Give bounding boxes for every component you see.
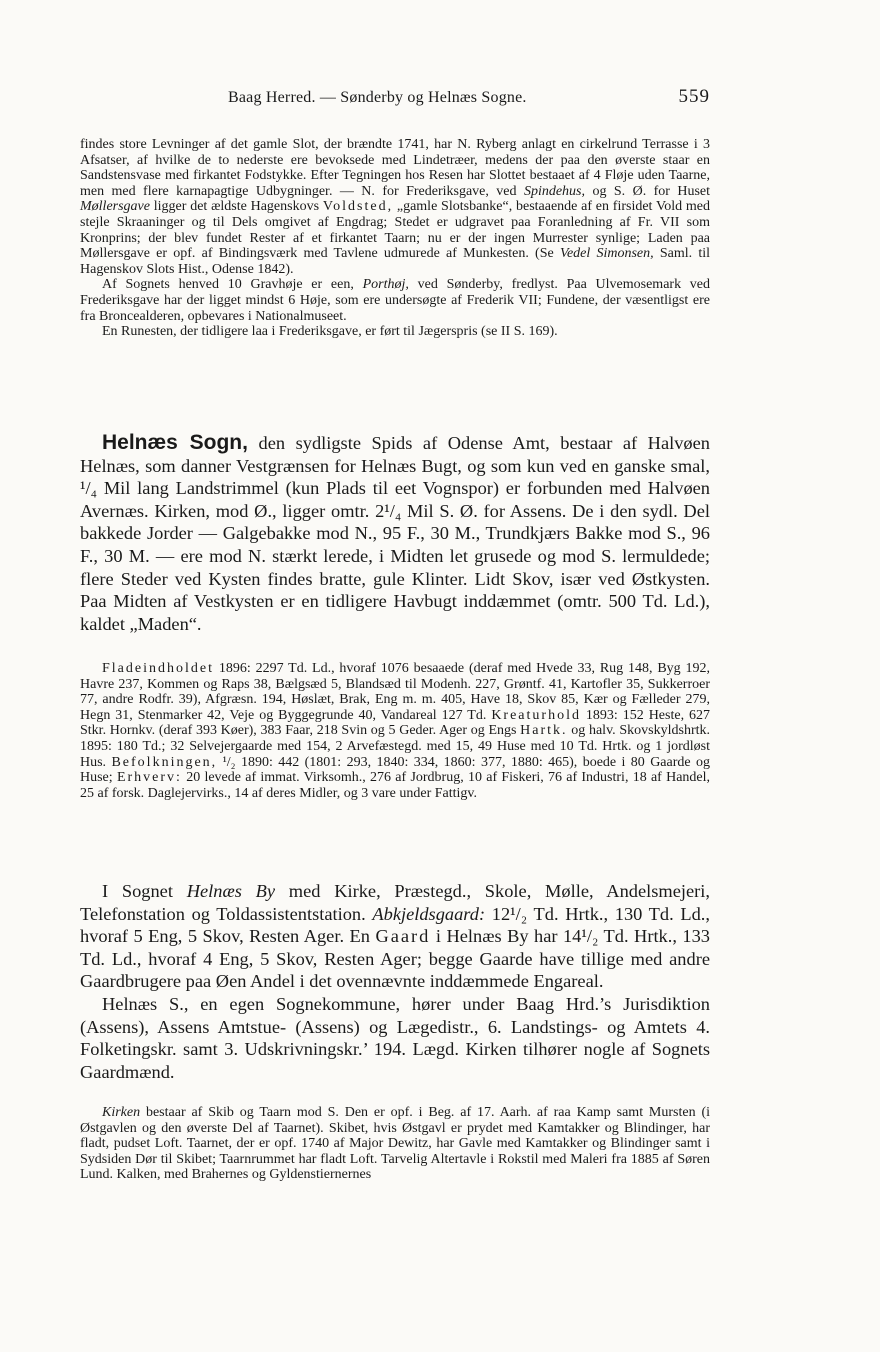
church-section	[80, 1105, 710, 1183]
statistics-section	[80, 661, 710, 801]
text-run: I Sognet	[102, 881, 173, 901]
helnaes-sogn-section	[80, 432, 710, 635]
text-run: 1893: 152 Heste, 627 Stkr. Hornkv. (deraf 393 Køer), 383 Faar, 218 Svin og 5 Geder. Ager og Engs	[80, 707, 711, 739]
italic-author: Vedel Simonsen,	[559, 246, 654, 262]
text-run: ligger det ældste Hagenskovs	[153, 199, 320, 215]
continued-section	[80, 137, 710, 340]
spaced-term: Kreaturhold	[491, 707, 581, 723]
italic-term: Kirken	[102, 1105, 141, 1120]
text-run: og S. Ø. for Huset	[592, 183, 711, 199]
paragraph-runestone: En Runesten, der tidligere laa i Frederiksgave, er ført til Jægerspris (se II S. 169).	[102, 324, 558, 340]
text-run: 20 levede af immat. Virksomh., 276 af Jordbrug, 10 af Fiskeri, 76 af Industri, 18 af Handel, 25 af forsk. Daglejervirks., 14 af deres Midler, og 3 vare under Fattigv.	[80, 770, 711, 801]
settlements-section	[80, 880, 710, 1083]
text-run: 1896: 2297 Td. Ld., hvoraf 1076 besaaede (deraf med Hvede 33, Rug 148, Byg 192, Havre 237, Kommen og Raps 38, Bælgsæd 5, Blandsæd til Modenh. 227, Grøntf. 41, Kartofler 35, Sukkerroer 77, andre Rodfr. 39), Afgræsn. 194, Høslæt, Brak, Eng m. m. 405, Have 18, Skov 85, Kær og Fælleder 279, Hegn 31, Stenmarker 42, Veje og Byggegrunde 40, Vandareal 127 Td.	[80, 661, 711, 723]
running-title: Baag Herred. — Sønderby og Helnæs Sogne.	[228, 89, 527, 106]
spaced-term: Gaard	[375, 926, 431, 947]
paragraph-jurisdiction: Helnæs S., en egen Sognekommune, hører under Baag Hrd.’s Jurisdiktion (Assens), Assens Amtstue- (Assens) og Lægedistr., 6. Landstings- og Amtets 4. Folketingskr. samt 3. Udskrivningskr.’ 194. Lægd. Kirken tilhører nogle af Sognets Gaardmænd.	[80, 993, 710, 1082]
spaced-term: Voldsted,	[322, 199, 394, 215]
page-header	[80, 86, 710, 115]
text-run: bestaar af Skib og Taarn mod S. Den er opf. i Beg. af 17. Aarh. af raa Kamp samt Mursten (i Østgavlen og den øverste Del af Taarnet). Skibet, hvis Østgavl er prydet med Kamtakker og Blindinger, har fladt, pudset Loft. Taarnet, der er opf. 1740 af Major Dewitz, har Gavle med Kamtakker og Blindinger samt i Sydsiden Dør til Skibet; Taarnrummet har fladt Loft. Tarvelig Altertavle i Rokstil med Maleri fra 1885 af Søren Lund. Kalken, med Brahernes og Gyldenstiernernes	[80, 1105, 711, 1183]
page-number: 559	[678, 86, 710, 107]
text-run: ved Sønderby, fredlyst. Paa Ulvemosemark ved Frederiksgave har der ligget mindst 6 Høje, som ere undersøgte af Frederik VII; Fundene, der væsentligst ere fra Broncealderen, opbevares i Nationalmuseet.	[80, 277, 711, 324]
text-run: og halv. Skovskyldshrtk. 1895: 180 Td.; 32 Selvejergaarde med 154, 2 Arvefæstegd. med 15, 49 Huse med 10 Td. Hrtk. og 1 jordløst Hus.	[80, 723, 710, 770]
spaced-term: Befolkningen,	[111, 754, 218, 770]
spaced-term: Fladeindholdet	[102, 661, 214, 676]
italic-place-name: Møllersgave	[80, 199, 150, 215]
section-heading: Helnæs Sogn,	[102, 431, 248, 454]
spaced-term: Hartk.	[520, 723, 568, 739]
text-run: den sydligste Spids af Odense Amt, bestaar af Halvøen Helnæs, som danner Vestgrænsen for Helnæs Bugt, og som kun ved en ganske smal, ¹/₄ Mil lang Landstrimmel (kun Plads til eet Vognspor) er forbunden med Halvøen Avernæs. Kirken, mod Ø., ligger omtr. 2¹/₄ Mil S. Ø. for Assens. De i den sydl. Del bakkede Jorder — Galgebakke mod N., 95 F., 30 M., Trundkjærs Bakke mod S., 96 F., 30 M. — ere mod N. stærkt lerede, i Midten let grusede og mod S. lermuldede; flere Steder ved Kysten findes bratte, gule Klinter. Lidt Skov, især ved Østkysten. Paa Midten af Vestkysten er en tidligere Havbugt inddæmmet (omtr. 500 Td. Ld.), kaldet „Maden“.	[80, 433, 710, 634]
italic-place-name: Spindehus,	[523, 183, 586, 199]
paragraph-intro	[80, 432, 710, 635]
text-run: Saml. til Hagenskov Slots Hist., Odense 1842).	[80, 246, 711, 277]
text-run: med Kirke, Præstegd., Skole, Mølle, Andelsmejeri, Telefonstation og Toldassistentstation.	[80, 881, 710, 924]
paragraph-graves	[80, 277, 710, 324]
spaced-term: Erhverv:	[116, 770, 182, 786]
italic-place-name: Porthøj,	[362, 277, 409, 293]
paragraph-settlements	[80, 880, 710, 993]
italic-place-name: Helnæs By	[186, 881, 276, 901]
text-run: findes store Levninger af det gamle Slot, der brændte 1741, har N. Ryberg anlagt en cirkelrund Terrasse i 3 Afsatser, af hvilke de to nederste ere bevoksede med Lindetræer, medens der paa den øverste staar en Sandstensvase med firkantet Fodstykke. Efter Tegningen hos Resen har Slottet bestaaet af 4 Fløje uden Taarne, men med flere karnapagtige Udbygninger. — N. for Frederiksgave, ved	[80, 137, 710, 199]
text-run: 12¹/₂ Td. Hrtk., 130 Td. Ld., hvoraf 5 Eng, 5 Skov, Resten Ager. En	[80, 903, 710, 947]
text-run: i Helnæs By har 14¹/₂ Td. Hrtk., 133 Td. Ld., hvoraf 4 Eng, 5 Skov, Resten Ager; begge Gaarde have tillige med andre Gaardbrugere paa Øen Andel i det ovennævnte inddæmmede Engareal.	[80, 926, 710, 992]
paragraph-church	[80, 1105, 710, 1183]
paragraph-statistics	[80, 661, 710, 801]
text-run: Af Sognets henved 10 Gravhøje er een,	[102, 277, 354, 293]
text-run: ¹/₂ 1890: 442 (1801: 293, 1840: 334, 1860: 377, 1880: 465), boede i 80 Gaarde og Huse;	[80, 754, 711, 786]
text-run: „gamle Slotsbanke“, bestaaende af en firsidet Vold med stejle Skraaninger og til Dels omgivet af Engdrag; Stedet er udgravet paa Foranledning af Fr. VII som Kronprins; der blev fundet Rester af et firkantet Taarn; nu er der ingen Murrester synlige; Laden paa Møllersgave er opf. af Bindingsværk med Tavlene udmurede af Munkesten. (Se	[80, 199, 711, 262]
italic-place-name: Abkjeldsgaard:	[372, 903, 486, 924]
paragraph-slot	[80, 137, 710, 277]
